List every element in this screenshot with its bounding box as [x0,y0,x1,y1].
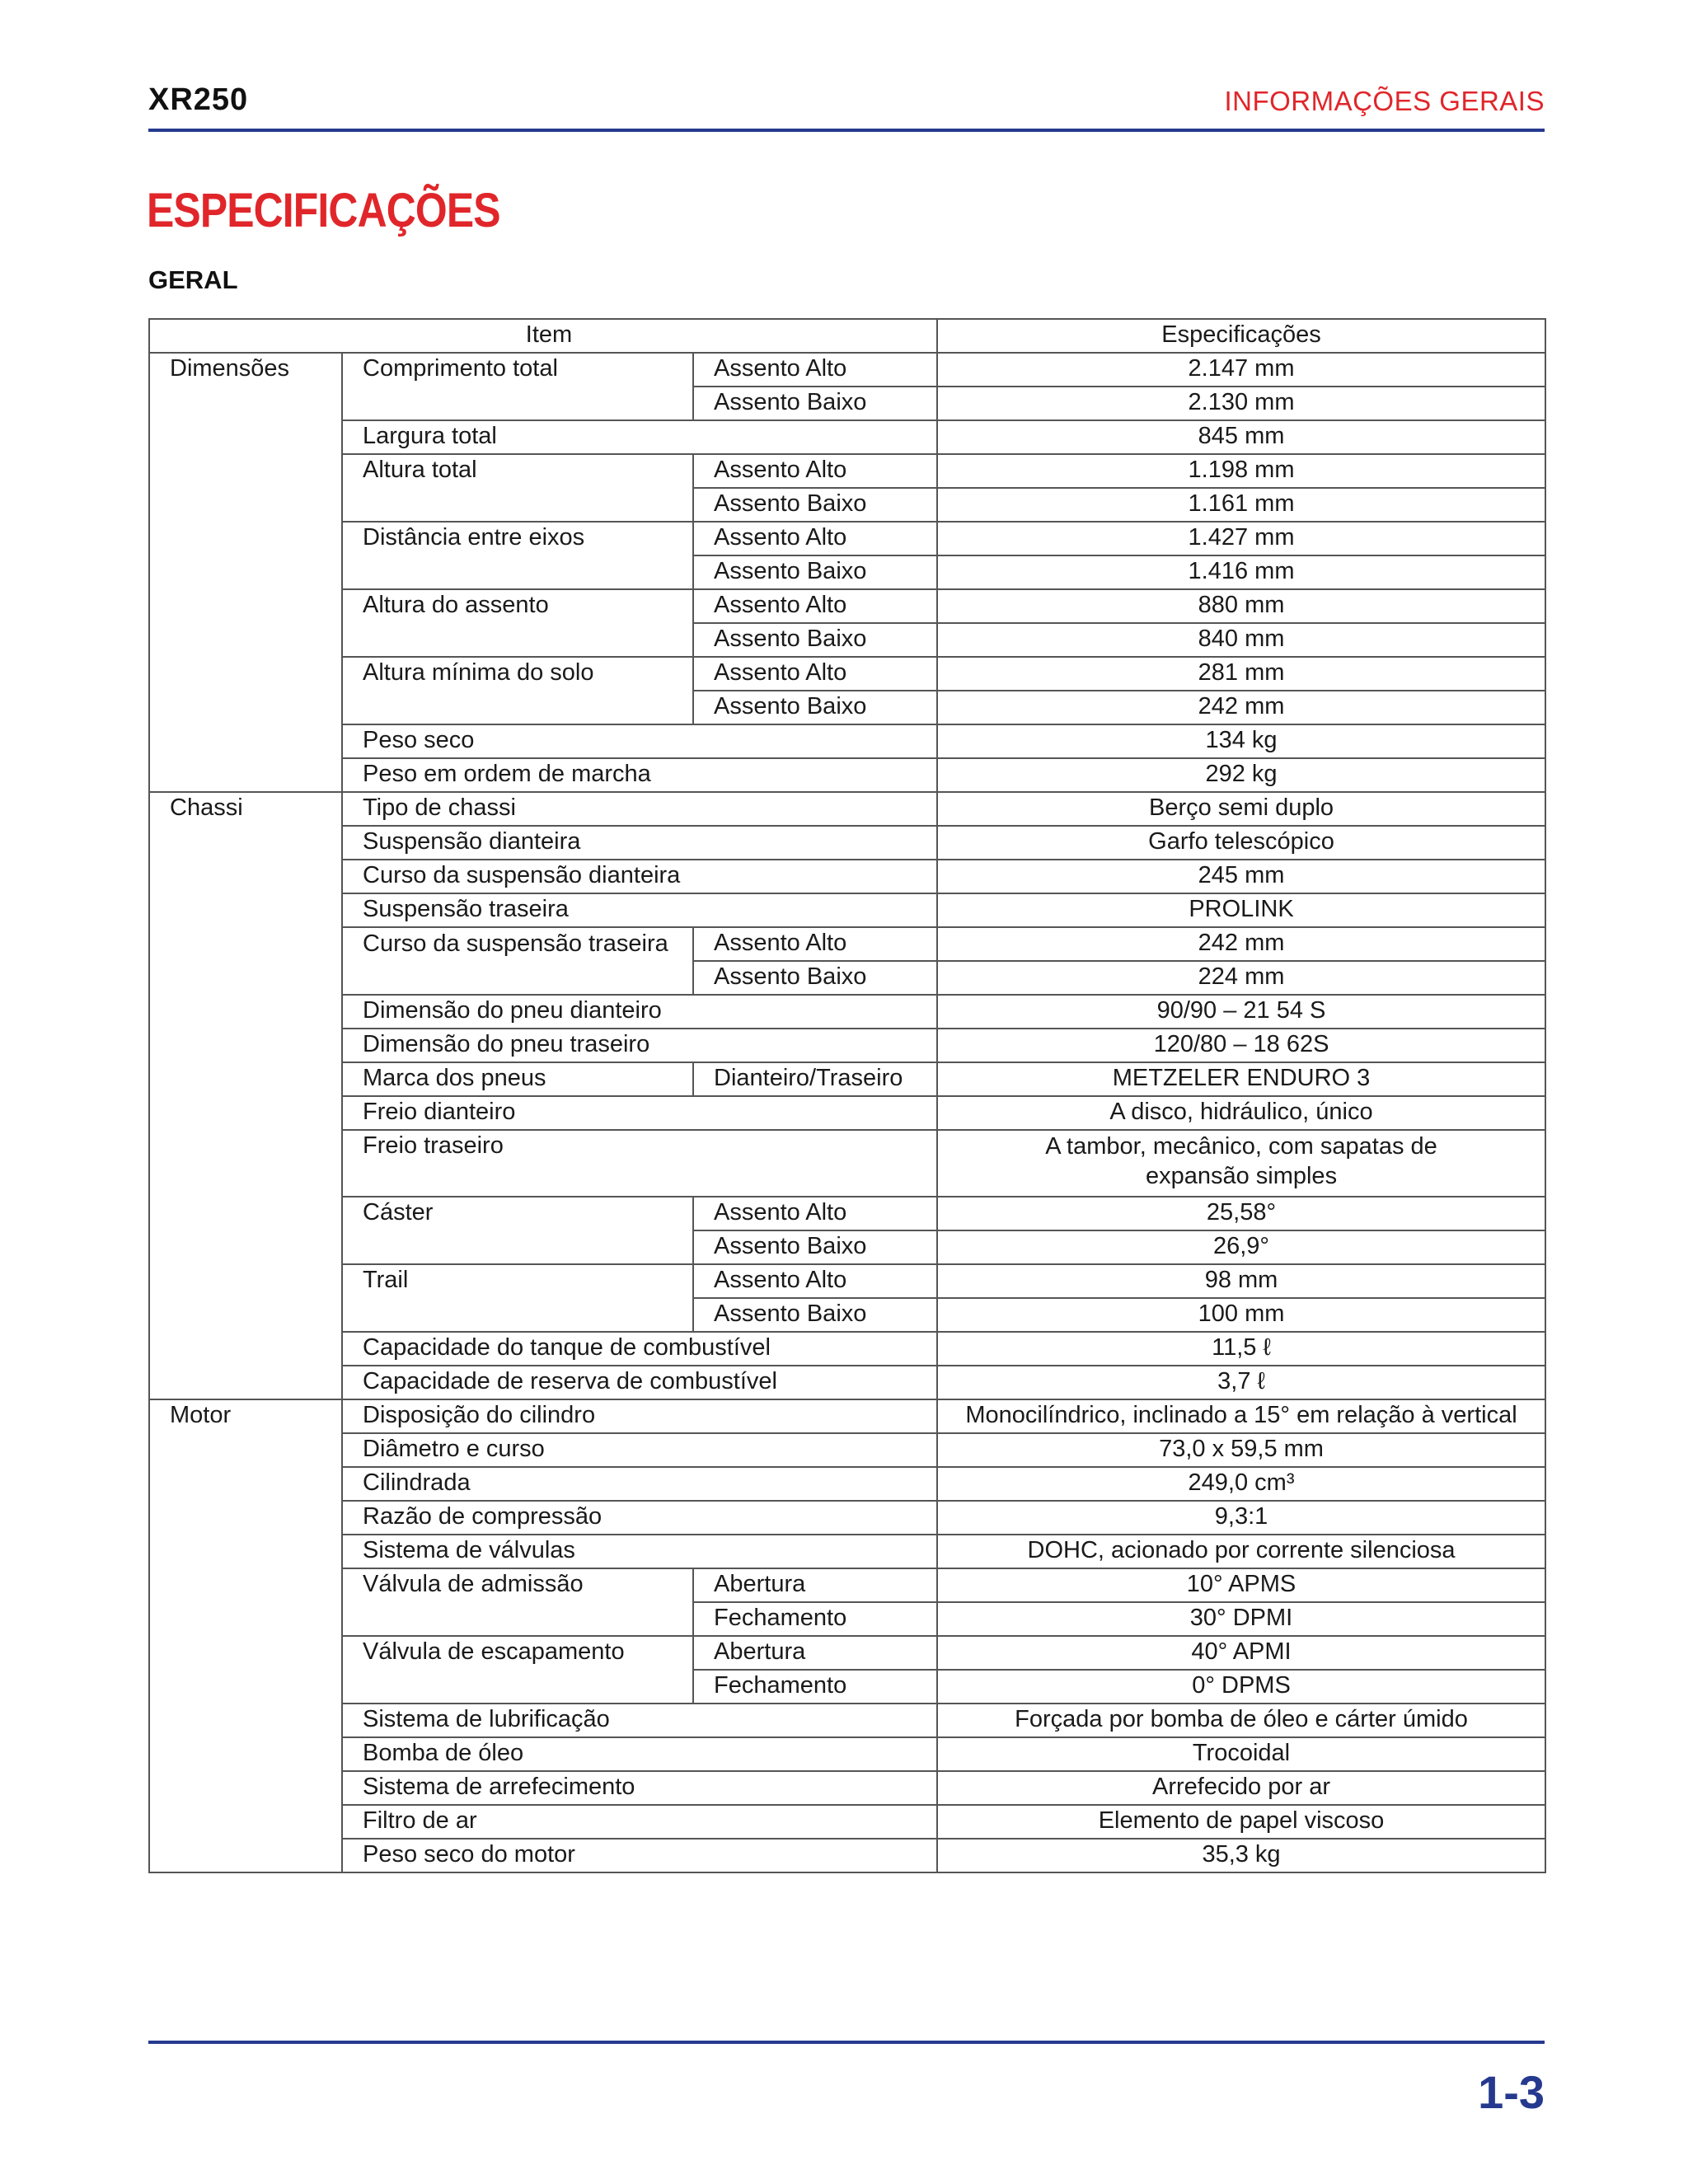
spec-value: 30° DPMI [937,1602,1545,1636]
sub-label: Assento Baixo [693,555,937,589]
sub-label: Fechamento [693,1602,937,1636]
spec-value: 35,3 kg [937,1839,1545,1872]
item-label: Sistema de arrefecimento [342,1771,937,1805]
item-label: Peso seco [342,724,937,758]
spec-value: Trocoidal [937,1737,1545,1771]
item-label: Válvula de admissão [342,1568,693,1636]
sub-label: Abertura [693,1636,937,1670]
spec-value: METZELER ENDURO 3 [937,1062,1545,1096]
table-row [149,522,1545,555]
item-label: Filtro de ar [342,1805,937,1839]
item-label: Capacidade de reserva de combustível [342,1366,937,1399]
item-label: Dimensão do pneu traseiro [342,1029,937,1062]
item-label: Razão de compressão [342,1501,937,1535]
item-label: Disposição do cilindro [342,1399,937,1433]
spec-value: 224 mm [937,961,1545,995]
spec-value: 100 mm [937,1298,1545,1332]
spec-value: 1.198 mm [937,454,1545,488]
item-label: Diâmetro e curso [342,1433,937,1467]
table-row [149,860,1545,893]
spec-value: 40° APMI [937,1636,1545,1670]
table-row [149,893,1545,927]
item-label: Marca dos pneus [342,1062,693,1096]
item-label: Sistema de lubrificação [342,1704,937,1737]
item-label: Tipo de chassi [342,792,937,826]
item-label: Trail [342,1264,693,1332]
item-label: Peso em ordem de marcha [342,758,937,792]
sub-label: Assento Alto [693,1264,937,1298]
spec-table [148,318,1546,1873]
spec-value: 73,0 x 59,5 mm [937,1433,1545,1467]
spec-value: 242 mm [937,691,1545,724]
table-row [149,1771,1545,1805]
group-chassi: Chassi [149,792,342,1399]
spec-value: 845 mm [937,420,1545,454]
sub-label: Assento Baixo [693,961,937,995]
sub-label: Assento Alto [693,657,937,691]
table-row [149,792,1545,826]
table-row [149,1366,1545,1399]
sub-label: Assento Alto [693,353,937,387]
spec-value: Forçada por bomba de óleo e cárter úmido [937,1704,1545,1737]
model-name: XR250 [148,82,249,117]
table-row [149,1264,1545,1298]
header-item: Item [149,319,937,353]
item-label: Curso da suspensão traseira [342,927,693,995]
item-label: Bomba de óleo [342,1737,937,1771]
item-label: Suspensão traseira [342,893,937,927]
item-label: Altura mínima do solo [342,657,693,724]
spec-value: 9,3:1 [937,1501,1545,1535]
item-label: Dimensão do pneu dianteiro [342,995,937,1029]
sub-label: Assento Baixo [693,1230,937,1264]
table-row [149,826,1545,860]
table-row [149,353,1545,387]
spec-value: 1.161 mm [937,488,1545,522]
table-row [149,589,1545,623]
spec-value: 281 mm [937,657,1545,691]
spec-value: A disco, hidráulico, único [937,1096,1545,1130]
table-row [149,1399,1545,1433]
spec-value: 249,0 cm³ [937,1467,1545,1501]
spec-value: 0° DPMS [937,1670,1545,1704]
table-row [149,1636,1545,1670]
spec-value: 90/90 – 21 54 S [937,995,1545,1029]
table-row [149,1096,1545,1130]
item-label: Cilindrada [342,1467,937,1501]
spec-value: 120/80 – 18 62S [937,1029,1545,1062]
table-row [149,1029,1545,1062]
table-row [149,927,1545,961]
spec-value: PROLINK [937,893,1545,927]
subsection-title: GERAL [148,265,238,294]
table-row [149,1501,1545,1535]
table-row [149,1737,1545,1771]
spec-value: 134 kg [937,724,1545,758]
table-row [149,1704,1545,1737]
table-row [149,1839,1545,1872]
spec-value: 1.416 mm [937,555,1545,589]
table-row [149,1467,1545,1501]
item-label: Suspensão dianteira [342,826,937,860]
spec-value: 10° APMS [937,1568,1545,1602]
sub-label: Assento Alto [693,1197,937,1230]
spec-value: DOHC, acionado por corrente silenciosa [937,1535,1545,1568]
table-row [149,1197,1545,1230]
item-label: Freio traseiro [342,1130,937,1197]
item-label: Distância entre eixos [342,522,693,589]
item-label: Comprimento total [342,353,693,420]
table-header-row [149,319,1545,353]
sub-label: Dianteiro/Traseiro [693,1062,937,1096]
spec-value: 2.130 mm [937,387,1545,420]
sub-label: Assento Baixo [693,1298,937,1332]
header-spec: Especificações [937,319,1545,353]
table-row [149,995,1545,1029]
item-label: Altura total [342,454,693,522]
page-title: ESPECIFICAÇÕES [147,184,500,237]
sub-label: Assento Baixo [693,488,937,522]
spec-value: 245 mm [937,860,1545,893]
spec-value: Berço semi duplo [937,792,1545,826]
table-row [149,1805,1545,1839]
table-row [149,1062,1545,1096]
table-row [149,657,1545,691]
sub-label: Assento Baixo [693,691,937,724]
spec-value: 880 mm [937,589,1545,623]
sub-label: Assento Baixo [693,387,937,420]
item-label: Sistema de válvulas [342,1535,937,1568]
spec-value: Arrefecido por ar [937,1771,1545,1805]
spec-value: 1.427 mm [937,522,1545,555]
sub-label: Assento Baixo [693,623,937,657]
table-row [149,420,1545,454]
footer-divider [148,2041,1545,2044]
sub-label: Assento Alto [693,589,937,623]
spec-value: 292 kg [937,758,1545,792]
table-row [149,1332,1545,1366]
section-name: INFORMAÇÕES GERAIS [1224,86,1545,116]
group-dimensoes: Dimensões [149,353,342,792]
spec-value: Elemento de papel viscoso [937,1805,1545,1839]
item-label: Freio dianteiro [342,1096,937,1130]
spec-value: 840 mm [937,623,1545,657]
spec-value: 2.147 mm [937,353,1545,387]
item-label: Curso da suspensão dianteira [342,860,937,893]
sub-label: Abertura [693,1568,937,1602]
item-label: Capacidade do tanque de combustível [342,1332,937,1366]
table-row [149,1535,1545,1568]
sub-label: Assento Alto [693,454,937,488]
spec-value: Garfo telescópico [937,826,1545,860]
group-motor: Motor [149,1399,342,1872]
item-label: Peso seco do motor [342,1839,937,1872]
spec-value: 11,5 ℓ [937,1332,1545,1366]
sub-label: Assento Alto [693,927,937,961]
table-row [149,1130,1545,1197]
table-row [149,454,1545,488]
spec-value: 25,58° [937,1197,1545,1230]
item-label: Cáster [342,1197,693,1264]
table-row [149,1433,1545,1467]
spec-value: 242 mm [937,927,1545,961]
spec-value: 26,9° [937,1230,1545,1264]
page-number: 1-3 [1478,2066,1545,2118]
table-row [149,724,1545,758]
table-row [149,1568,1545,1602]
spec-value: A tambor, mecânico, com sapatas de expansão simples [937,1130,1545,1197]
spec-value: 3,7 ℓ [937,1366,1545,1399]
item-label: Largura total [342,420,937,454]
table-row [149,758,1545,792]
item-label: Altura do assento [342,589,693,657]
spec-value: Monocilíndrico, inclinado a 15° em relação à vertical [937,1399,1545,1433]
sub-label: Fechamento [693,1670,937,1704]
spec-value: 98 mm [937,1264,1545,1298]
header-divider [148,129,1545,132]
item-label: Válvula de escapamento [342,1636,693,1704]
sub-label: Assento Alto [693,522,937,555]
